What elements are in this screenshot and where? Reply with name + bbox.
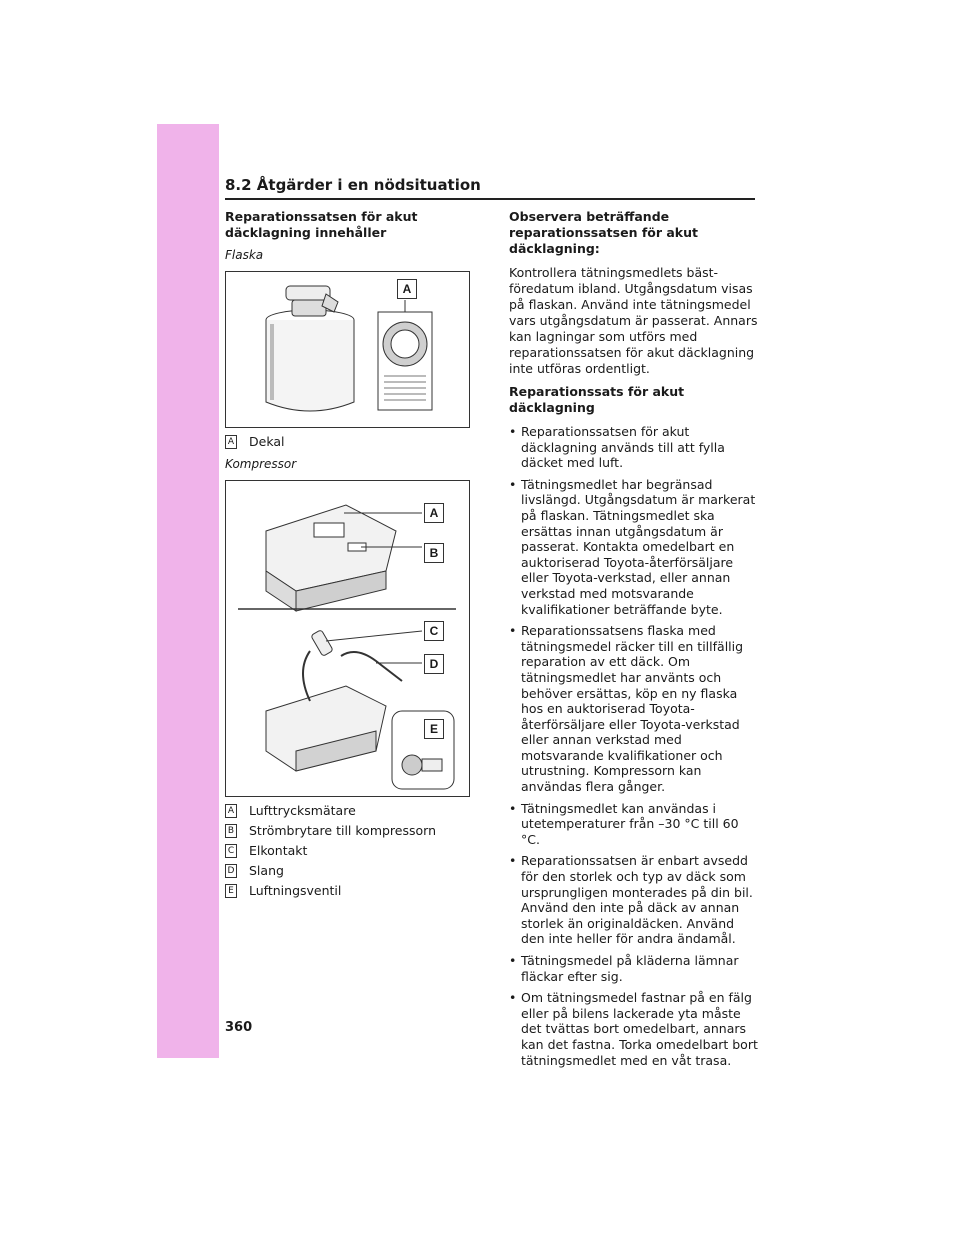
- callout-badge: D: [424, 654, 444, 674]
- list-item: • Reparationssatsens flaska med tätningsmedel räcker till en tillfällig reparation av ett däck. Om tätningsmedlet har använts och behöver ersättas, köp en ny flaska hos en auktoriserad Toyota-återförsäljare eller Toyota-verkstad eller annan verkstad med motsvarande kvalifikationer och utrustning. Kompressorn kan användas flera gånger.: [509, 623, 759, 795]
- legend-key: B: [225, 824, 237, 838]
- left-column: [225, 209, 475, 903]
- callout-badge: A: [424, 503, 444, 523]
- callout-badge: C: [424, 621, 444, 641]
- legend-text: Slang: [249, 863, 284, 878]
- legend-key: C: [225, 844, 237, 858]
- legend-text: Luftningsventil: [249, 883, 342, 898]
- legend-item: [225, 823, 475, 839]
- callout-badge: E: [424, 719, 444, 739]
- list-item: • Reparationssatsen för akut däcklagning används till att fylla däcket med luft.: [509, 424, 759, 471]
- legend-key: A: [225, 435, 237, 449]
- kit-heading: Reparationssats för akut däcklagning: [509, 384, 685, 415]
- list-item: • Tätningsmedlet har begränsad livslängd. Utgångsdatum är markerat på flaskan. Tätningsmedlet ska ersättas innan utgångsdatum är passerat. Kontakta omedelbart en auktoriserad Toyota-återförsäljare eller Toyota-verkstad, eller annan verkstad med motsvarande kvalifikationer beträffande byte.: [509, 477, 759, 617]
- flaska-illustration: [226, 272, 469, 427]
- flaska-figure: [225, 271, 470, 428]
- legend-text: Dekal: [249, 434, 285, 449]
- legend-key: A: [225, 804, 237, 818]
- section-sidebar-tab: [157, 124, 219, 1058]
- flaska-label: Flaska: [225, 248, 264, 262]
- legend-item: [225, 803, 475, 819]
- legend-text: Lufttrycksmätare: [249, 803, 356, 818]
- right-column: [509, 209, 759, 1074]
- callout-badge: B: [424, 543, 444, 563]
- legend-key: D: [225, 864, 237, 878]
- kit-contents-title: Reparationssatsen för akut däcklagning innehåller: [225, 209, 418, 240]
- list-item: • Tätningsmedlet kan användas i utetemperaturer från –30 °C till 60 °C.: [509, 801, 759, 848]
- list-item: • Tätningsmedel på kläderna lämnar fläckar efter sig.: [509, 953, 759, 984]
- kompressor-legend: [225, 803, 475, 899]
- legend-item: [225, 434, 475, 450]
- legend-item: [225, 843, 475, 859]
- callout-badge: A: [397, 279, 417, 299]
- list-item: • Reparationssatsen är enbart avsedd för den storlek och typ av däck som ursprungligen monterades på din bil. Använd den inte på däck av annan storlek än originaldäcken. Använd den inte heller för andra ändamål.: [509, 853, 759, 947]
- notice-paragraph: Kontrollera tätningsmedlets bäst-föredatum ibland. Utgångsdatum visas på flaskan. Använd inte tätningsmedel vars utgångsdatum är passerat. Annars kan lagningar som utförs med reparationssatsen för akut däcklagning inte utföras ordentligt.: [509, 265, 758, 376]
- legend-key: E: [225, 884, 237, 898]
- kompressor-label: Kompressor: [225, 457, 297, 471]
- section-header: 8.2 Åtgärder i en nödsituation: [225, 176, 755, 200]
- kit-bullet-list: [509, 424, 759, 1068]
- list-item: • Om tätningsmedel fastnar på en fälg eller på bilens lackerade yta måste det tvättas bort omedelbart, annars kan det fastna. Torka omedelbart bort tätningsmedlet med en våt trasa.: [509, 990, 759, 1068]
- legend-item: [225, 863, 475, 879]
- legend-text: Elkontakt: [249, 843, 308, 858]
- legend-item: [225, 883, 475, 899]
- notice-heading: Observera beträffande reparationssatsen för akut däcklagning:: [509, 209, 698, 256]
- kompressor-figure: [225, 480, 470, 797]
- page-number: 360: [225, 1020, 253, 1035]
- flaska-legend: [225, 434, 475, 450]
- legend-text: Strömbrytare till kompressorn: [249, 823, 436, 838]
